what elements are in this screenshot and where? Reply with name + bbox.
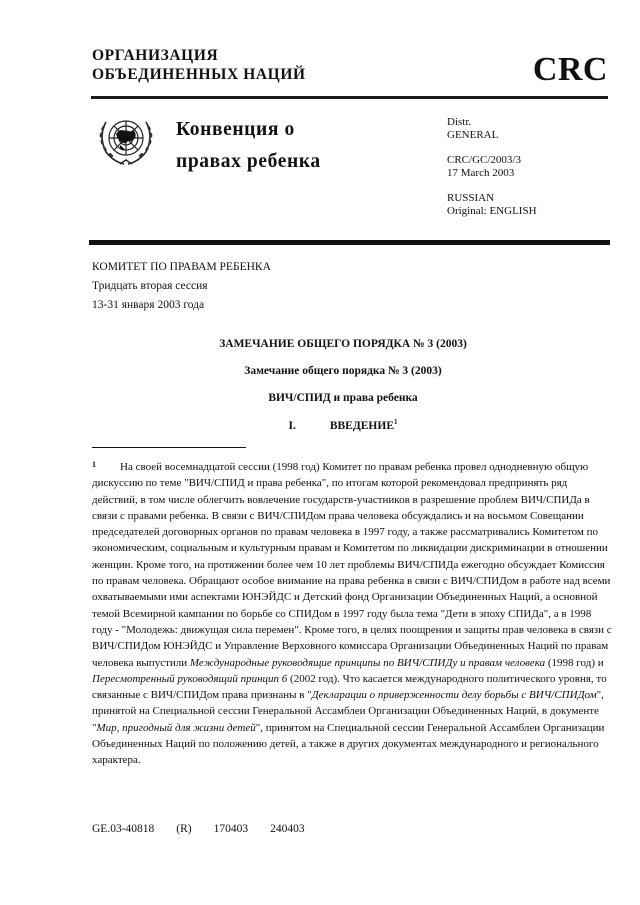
distribution-block xyxy=(447,116,537,142)
distribution-value: GENERAL xyxy=(447,129,499,141)
footnote-italic-3: Декларации о приверженности делу борьбы с ВИЧ/СПИДом xyxy=(311,689,597,702)
language-code: (R) xyxy=(176,823,192,835)
main-heading: ЗАМЕЧАНИЕ ОБЩЕГО ПОРЯДКА № 3 (2003) xyxy=(219,338,467,350)
convention-title-line-1: Конвенция о xyxy=(176,119,295,140)
job-number-line xyxy=(92,822,327,836)
org-line-1: ОРГАНИЗАЦИЯ xyxy=(92,47,219,64)
section-number: I. xyxy=(288,420,296,432)
footnote-italic-2: Пересмотренный руководящий принцип 6 xyxy=(92,672,288,685)
footnote-italic-1: Международные руководящие принципы по ВИЧ/СПИДу и правам человека xyxy=(189,656,546,669)
doc-language: RUSSIAN xyxy=(447,192,495,204)
footnote-text-3: (2002 год). Что касается международного политического уровня, то связанные с ВИЧ/СПИДом права признаны в " xyxy=(92,672,607,702)
sub-heading: Замечание общего порядка № 3 (2003) xyxy=(244,365,442,377)
footnote-mark: 1 xyxy=(92,460,96,469)
language-block xyxy=(447,192,537,218)
organization-name xyxy=(92,46,306,84)
document-symbol-large: CRC xyxy=(532,51,608,88)
footnote-text-1: На своей восемнадцатой сессии (1998 год) Комитет по правам ребенка провел однодневную общую дискуссию по теме "ВИЧ/СПИД и права ребенка", по итогам которой рекомендовал предпринять ряд действий, в том числе облегчить вовлечение государств-участников в разрешение проблем ВИЧ/СПИДа в связи с правами ребенка. В связи с ВИЧ/СПИДом права человека обсуждались и на восьмом Совещании председателей договорных органов по правам человека в 1997 году, а также рассматривались Комитетом по экономическим, социальным и культурным правам и Комитетом по ликвидации дискриминации в отношении женщин. Кроме того, на протяжении более чем 10 лет проблемы ВИЧ/СПИДа ежегодно обсуждает Комиссия по правам человека. Обращают особое внимание на права ребенка в связи с ВИЧ/СПИДом в работе над всеми охватываемыми ими аспектами ЮНЭЙДС и Детский фонд Организации Объединенных Наций, а основной темой Всемирной кампании по борьбе со СПИДом в 1997 году была тема "Дети в эпоху СПИДа", а в 1998 году - "Молодежь: движущая сила перемен". Кроме того, в целях поощрения и защиты прав человека в связи с ВИЧ/СПИДом ЮНЭЙДС и Управление Верховного комиссара Организации Объединенных Наций по правам человека выпустили xyxy=(92,461,612,669)
footnote-text-4: ", принятой на Специальной сессии Генеральной Ассамблеи Организации Объединенных Наций, в документе " xyxy=(92,689,604,734)
committee-name: КОМИТЕТ ПО ПРАВАМ РЕБЕНКА xyxy=(92,261,271,273)
committee-info xyxy=(92,258,271,315)
distr-label: Distr. xyxy=(447,116,472,128)
section-heading xyxy=(0,418,640,432)
footnote-text-2: (1998 год) и xyxy=(545,656,604,669)
section-title: ВВЕДЕНИЕ xyxy=(329,420,394,432)
org-line-2: ОБЪЕДИНЕННЫХ НАЦИЙ xyxy=(92,66,306,83)
footnote-italic-4: Мир, пригодный для жизни детей xyxy=(96,721,256,734)
job-date-1: 170403 xyxy=(213,823,249,835)
original-language: Original: ENGLISH xyxy=(447,205,537,217)
session-dates: 13-31 января 2003 года xyxy=(92,299,205,311)
doc-date: 17 March 2003 xyxy=(447,167,515,179)
convention-title xyxy=(176,114,321,178)
un-emblem-icon xyxy=(94,112,158,170)
convention-title-line-2: правах ребенка xyxy=(176,151,321,172)
session-name: Тридцать вторая сессия xyxy=(92,280,208,292)
footnote-reference[interactable]: 1 xyxy=(394,418,398,426)
header-rule xyxy=(91,96,608,99)
footnote-separator xyxy=(92,447,246,448)
job-number: GE.03-40818 xyxy=(92,823,155,835)
footnote-text-5: ", принятом на Специальной сессии Генеральной Ассамблеи Организации Объединенных Наций по положению детей, а также в других документах международного и регионального характера. xyxy=(92,721,605,767)
job-date-2: 240403 xyxy=(270,823,305,835)
document-metadata xyxy=(447,116,537,230)
header-thick-rule xyxy=(89,240,610,245)
footnote-1 xyxy=(92,457,612,769)
symbol-block xyxy=(447,154,537,180)
doc-symbol: CRC/GC/2003/3 xyxy=(447,154,521,166)
topic-heading: ВИЧ/СПИД и права ребенка xyxy=(268,392,418,404)
